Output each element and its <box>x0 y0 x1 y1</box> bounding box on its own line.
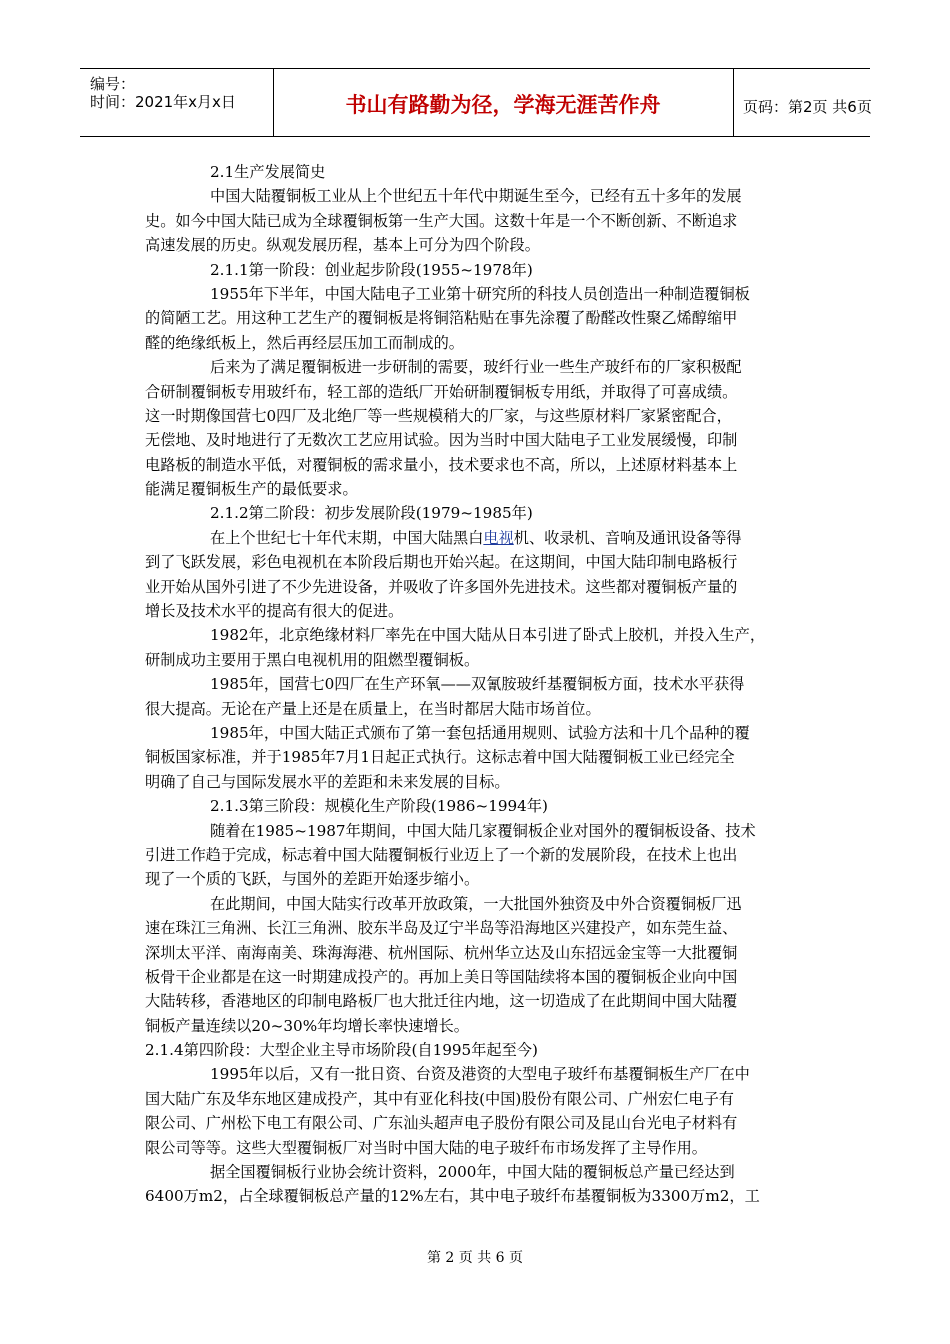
body-line: 业开始从国外引进了不少先进设备，并吸收了许多国外先进技术。这些都对覆铜板产量的 <box>145 577 738 596</box>
body-line: 醛的绝缘纸板上，然后再经层压加工而制成的。 <box>145 333 464 352</box>
body-line: 1955年下半年，中国大陆电子工业第十研究所的科技人员创造出一种制造覆铜板 <box>210 284 750 303</box>
body-line: 引进工作趋于完成，标志着中国大陆覆铜板行业迈上了一个新的发展阶段，在技术上也出 <box>145 845 738 864</box>
document-number-label: 编号： <box>90 75 136 93</box>
body-line: 这一时期像国营七0四厂及北绝厂等一些规模稍大的厂家，与这些原材料厂家紧密配合， <box>145 406 732 425</box>
body-line: 增长及技术水平的提高有很大的促进。 <box>145 602 404 621</box>
body-line-with-link <box>145 526 813 550</box>
body-text: 在上个世纪七十年代末期，中国大陆黑白 <box>210 528 484 547</box>
header-info-cell <box>80 69 274 136</box>
body-line: 1985年，中国大陆正式颁布了第一套包括通用规则、试验方法和十几个品种的覆 <box>210 723 750 742</box>
section-heading: 2.1.4第四阶段：大型企业主导市场阶段(自1995年起至今) <box>145 1041 538 1060</box>
section-heading: 2.1.2第二阶段：初步发展阶段(1979~1985年) <box>210 504 533 523</box>
body-line: 能满足覆铜板生产的最低要求。 <box>145 480 358 499</box>
body-line: 1985年，国营七0四厂在生产环氧——双氰胺玻纤基覆铜板方面，技术水平获得 <box>210 675 745 694</box>
body-line: 在此期间，中国大陆实行改革开放政策，一大批国外独资及中外合资覆铜板厂迅 <box>210 894 742 913</box>
body-line: 研制成功主要用于黑白电视机用的阻燃型覆铜板。 <box>145 650 480 669</box>
body-line: 速在珠江三角洲、长江三角洲、胶东半岛及辽宁半岛等沿海地区兴建投产，如东莞生益、 <box>145 919 738 938</box>
body-line: 史。如今中国大陆已成为全球覆铜板第一生产大国。这数十年是一个不断创新、不断追求 <box>145 211 738 230</box>
body-line: 后来为了满足覆铜板进一步研制的需要，玻纤行业一些生产玻纤布的厂家积极配 <box>210 358 742 377</box>
body-line: 的简陋工艺。用这种工艺生产的覆铜板是将铜箔粘贴在事先涂覆了酚醛改性聚乙烯醇缩甲 <box>145 309 738 328</box>
body-line: 大陆转移，香港地区的印制电路板厂也大批迁往内地，这一切造成了在此期间中国大陆覆 <box>145 992 738 1011</box>
header-page-cell <box>735 69 870 136</box>
body-line: 高速发展的历史。纵观发展历程，基本上可分为四个阶段。 <box>145 236 540 255</box>
body-line: 现了一个质的飞跃，与国外的差距开始逐步缩小。 <box>145 870 480 889</box>
body-line: 限公司等等。这些大型覆铜板厂对当时中国大陆的电子玻纤布市场发挥了主导作用。 <box>145 1138 707 1157</box>
document-body <box>145 160 813 1209</box>
body-line: 国大陆广东及华东地区建成投产，其中有亚化科技(中国)股份有限公司、广州宏仁电子有 <box>145 1089 734 1108</box>
body-line: 电路板的制造水平低，对覆铜板的需求量小，技术要求也不高，所以，上述原材料基本上 <box>145 455 738 474</box>
body-line: 深圳太平洋、南海南美、珠海海港、杭州国际、杭州华立达及山东招远金宝等一大批覆铜 <box>145 943 738 962</box>
header-motto: 书山有路勤为径，学海无涯苦作舟 <box>345 93 661 117</box>
body-line: 很大提高。无论在产量上还是在质量上，在当时都居大陆市场首位。 <box>145 699 601 718</box>
body-line: 铜板产量连续以20~30%年均增长率快速增长。 <box>145 1016 469 1035</box>
body-line: 合研制覆铜板专用玻纤布，轻工部的造纸厂开始研制覆铜板专用纸，并取得了可喜成绩。 <box>145 382 738 401</box>
body-line: 6400万m2，占全球覆铜板总产量的12%左右，其中电子玻纤布基覆铜板为3300万m2，工 <box>145 1187 760 1206</box>
body-line: 1995年以后，又有一批日资、台资及港资的大型电子玻纤布基覆铜板生产厂在中 <box>210 1065 750 1084</box>
body-line: 明确了自己与国际发展水平的差距和未来发展的目标。 <box>145 772 510 791</box>
body-line: 板骨干企业都是在这一时期建成投产的。再加上美日等国陆续将本国的覆铜板企业向中国 <box>145 967 738 986</box>
tv-link[interactable]: 电视 <box>483 528 514 547</box>
document-date-label: 时间：2021年x月x日 <box>90 93 236 111</box>
page-footer: 第 2 页 共 6 页 <box>426 1250 524 1266</box>
body-line: 限公司、广州松下电工有限公司、广东汕头超声电子股份有限公司及昆山台光电子材料有 <box>145 1114 738 1133</box>
page-header <box>80 68 870 137</box>
body-line: 1982年，北京绝缘材料厂率先在中国大陆从日本引进了卧式上胶机，并投入生产， <box>210 626 766 645</box>
body-line: 据全国覆铜板行业协会统计资料，2000年，中国大陆的覆铜板总产量已经达到 <box>210 1163 735 1182</box>
body-text: 机、收录机、音响及通讯设备等得 <box>513 528 742 547</box>
header-page-number: 页码：第2页 共6页 <box>743 98 872 116</box>
section-heading: 2.1.3第三阶段：规模化生产阶段(1986~1994年) <box>210 797 548 816</box>
header-motto-cell <box>273 69 734 136</box>
section-heading: 2.1生产发展简史 <box>210 163 326 181</box>
body-line: 随着在1985~1987年期间，中国大陆几家覆铜板企业对国外的覆铜板设备、技术 <box>210 821 756 840</box>
body-line: 铜板国家标准，并于1985年7月1日起正式执行。这标志着中国大陆覆铜板工业已经完全 <box>145 748 735 767</box>
body-line: 中国大陆覆铜板工业从上个世纪五十年代中期诞生至今，已经有五十多年的发展 <box>210 187 742 206</box>
section-heading: 2.1.1第一阶段：创业起步阶段(1955~1978年) <box>210 260 533 279</box>
body-line: 到了飞跃发展，彩色电视机在本阶段后期也开始兴起。在这期间，中国大陆印制电路板行 <box>145 553 738 572</box>
body-line: 无偿地、及时地进行了无数次工艺应用试验。因为当时中国大陆电子工业发展缓慢，印制 <box>145 431 738 450</box>
